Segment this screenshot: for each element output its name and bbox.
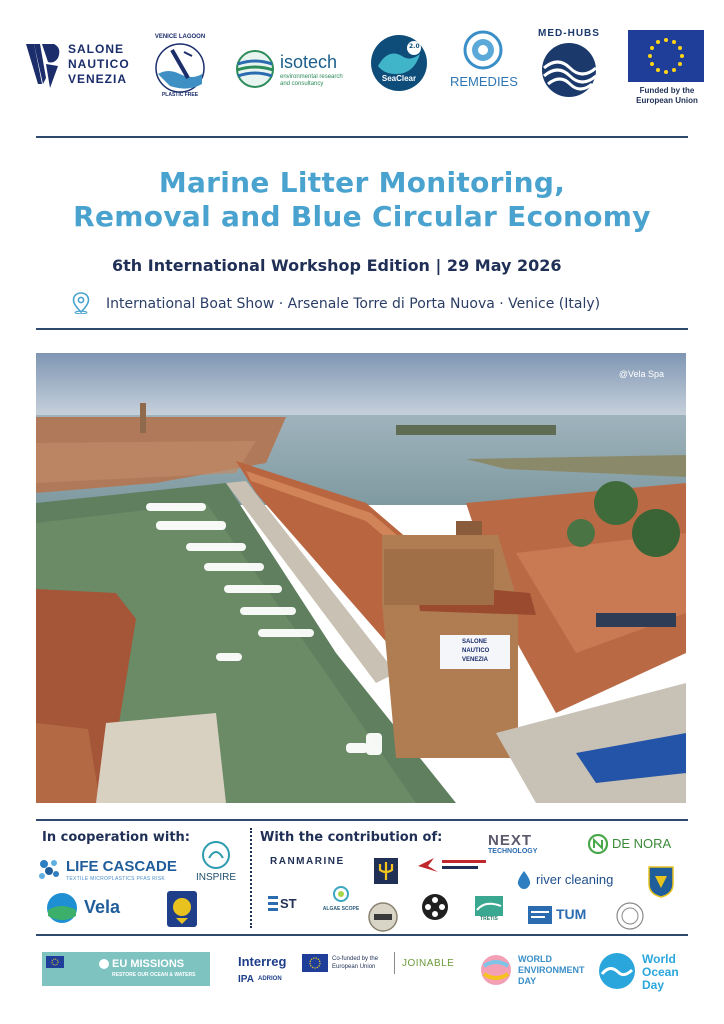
joinable-logo: JOINABLE xyxy=(402,958,455,969)
winged-lion-icon xyxy=(24,40,64,92)
eu-funded-text: Funded by the European Union xyxy=(636,86,698,105)
inspire-emblem-icon xyxy=(201,840,231,870)
eu-missions-flag-icon xyxy=(46,956,64,968)
photo-credit: @Vela Spa xyxy=(618,369,664,379)
venice-lagoon-sub: PLASTIC FREE xyxy=(161,92,199,98)
contribution-label: With the contribution of: xyxy=(260,830,443,845)
venice-lagoon-emblem-icon xyxy=(148,34,212,98)
interreg-logo xyxy=(238,954,308,990)
photo-divider xyxy=(36,819,688,821)
world-environment-day-logo xyxy=(480,952,585,992)
cooperation-label: In cooperation with: xyxy=(42,830,191,845)
aerial-photo-arsenale xyxy=(36,353,686,803)
med-hubs-wave-icon xyxy=(540,42,598,98)
university-seal-icon xyxy=(616,902,644,930)
title-line-1: Marine Litter Monitoring, xyxy=(158,166,566,199)
vela-name: Vela xyxy=(84,897,121,917)
algae-scope-logo xyxy=(318,886,364,916)
ranmarine-logo: RANMARINE xyxy=(270,856,345,867)
eu-flag-icon xyxy=(628,30,704,82)
st-lines-icon xyxy=(268,896,278,914)
next-technology-logo xyxy=(488,832,548,858)
isotech-logo xyxy=(234,48,354,92)
wod-line1: World xyxy=(642,952,676,966)
ipa-label: IPA xyxy=(238,974,254,985)
arsenale-aerial-illustration xyxy=(36,353,686,803)
de-nora-icon xyxy=(588,834,608,854)
algae-scope-name: ALGAE SCOPE xyxy=(322,906,360,912)
coat-of-arms-icon xyxy=(648,866,674,898)
location-pin-icon xyxy=(72,292,90,314)
section-vertical-divider xyxy=(250,828,252,928)
isotech-globe-icon xyxy=(234,48,276,90)
isotech-name: isotech xyxy=(280,52,338,72)
seaclear-name: SeaClear xyxy=(381,74,417,83)
cascade-dots-icon xyxy=(36,856,62,882)
venice-lagoon-title: VENICE LAGOON xyxy=(154,34,206,40)
eu-missions-tagline: RESTORE OUR OCEAN & WATERS xyxy=(112,972,196,978)
accelerate-icon xyxy=(416,854,488,876)
river-cleaning-name: river cleaning xyxy=(536,872,614,887)
world-ocean-wave-icon xyxy=(598,952,636,990)
wed-line1: WORLD xyxy=(518,954,552,964)
co-funded-text: Co-funded by the European Union xyxy=(332,956,379,970)
life-cascade-name: LIFE CASCADE xyxy=(66,858,177,875)
river-cleaning-logo xyxy=(516,870,626,892)
vela-logo xyxy=(46,892,136,926)
isotech-tagline: environmental research and consultancy xyxy=(280,74,343,87)
joinable-separator xyxy=(394,952,395,974)
adrion-label: ADRION xyxy=(258,976,282,982)
badge-emblem-icon xyxy=(368,902,398,932)
tretis-name: TRETIS xyxy=(480,916,498,922)
tretis-icon xyxy=(475,896,503,916)
next-tech: TECHNOLOGY xyxy=(488,848,538,855)
st-logo xyxy=(268,894,308,918)
life-cascade-tagline: TEXTILE MICROPLASTICS PFAS RISK xyxy=(66,876,166,882)
wed-line3: DAY xyxy=(518,976,537,986)
edition-date: 6th International Workshop Edition | 29 May 2026 xyxy=(112,256,562,275)
co-funded-eu-logo xyxy=(302,954,394,974)
wed-line2: ENVIRONMENT xyxy=(518,965,585,975)
world-ocean-day-logo xyxy=(598,950,698,994)
inspire-name: INSPIRE xyxy=(195,872,236,883)
footer-divider xyxy=(36,934,688,936)
eu-missions-name: EU MISSIONS xyxy=(112,958,185,970)
remedies-logo xyxy=(450,30,516,94)
top-divider xyxy=(36,136,688,138)
tum-logo xyxy=(528,906,588,926)
algae-scope-icon xyxy=(333,886,349,902)
venice-lagoon-logo xyxy=(148,34,212,98)
regione-veneto-crest-icon xyxy=(166,890,198,928)
interreg-name: Interreg xyxy=(238,954,287,969)
life-cascade-logo xyxy=(36,856,176,886)
vela-circle-icon xyxy=(46,892,78,924)
seaclear-version: 2.0 xyxy=(409,43,420,50)
med-hubs-name: MED-HUBS xyxy=(538,28,600,39)
tum-name: TUM xyxy=(556,906,587,922)
next-name: NEXT xyxy=(488,832,533,849)
de-nora-name: DE NORA xyxy=(612,836,672,851)
cofunded-eu-flag-icon xyxy=(302,954,328,972)
salone-line3: VENEZIA xyxy=(68,72,128,86)
trident-emblem-icon xyxy=(374,858,398,884)
seaclear-logo xyxy=(370,34,428,92)
tower-sign-line1: SALONE xyxy=(462,639,488,645)
remedies-emblem-icon xyxy=(463,30,503,70)
salone-line1: SALONE xyxy=(68,42,125,56)
eu-missions-drop-icon xyxy=(98,958,110,970)
med-hubs-logo xyxy=(532,28,606,98)
water-drop-icon xyxy=(516,870,532,890)
salone-line2: NAUTICO xyxy=(68,57,130,71)
venue-address: International Boat Show · Arsenale Torre di Porta Nuova · Venice (Italy) xyxy=(106,296,601,312)
remedies-name: REMEDIES xyxy=(450,74,518,89)
porte-emblem-icon xyxy=(420,892,450,922)
tum-university-icon xyxy=(528,906,552,924)
inspire-logo xyxy=(186,840,246,888)
tretis-logo xyxy=(474,896,504,924)
wod-line3: Day xyxy=(642,978,665,992)
tower-sign-line2: NAUTICO xyxy=(462,648,490,654)
salone-nautico-logo xyxy=(24,40,136,96)
world-environment-globe-icon xyxy=(480,954,512,986)
eu-missions-logo xyxy=(42,952,210,986)
tower-sign-line3: VENEZIA xyxy=(462,657,489,663)
wod-line2: Ocean xyxy=(642,965,679,979)
st-name: ST xyxy=(280,896,297,911)
de-nora-logo xyxy=(588,834,678,856)
tower-sign xyxy=(440,635,510,669)
eu-funded-logo xyxy=(622,30,712,110)
header-divider xyxy=(36,328,688,330)
title-line-2: Removal and Blue Circular Economy xyxy=(73,200,651,233)
